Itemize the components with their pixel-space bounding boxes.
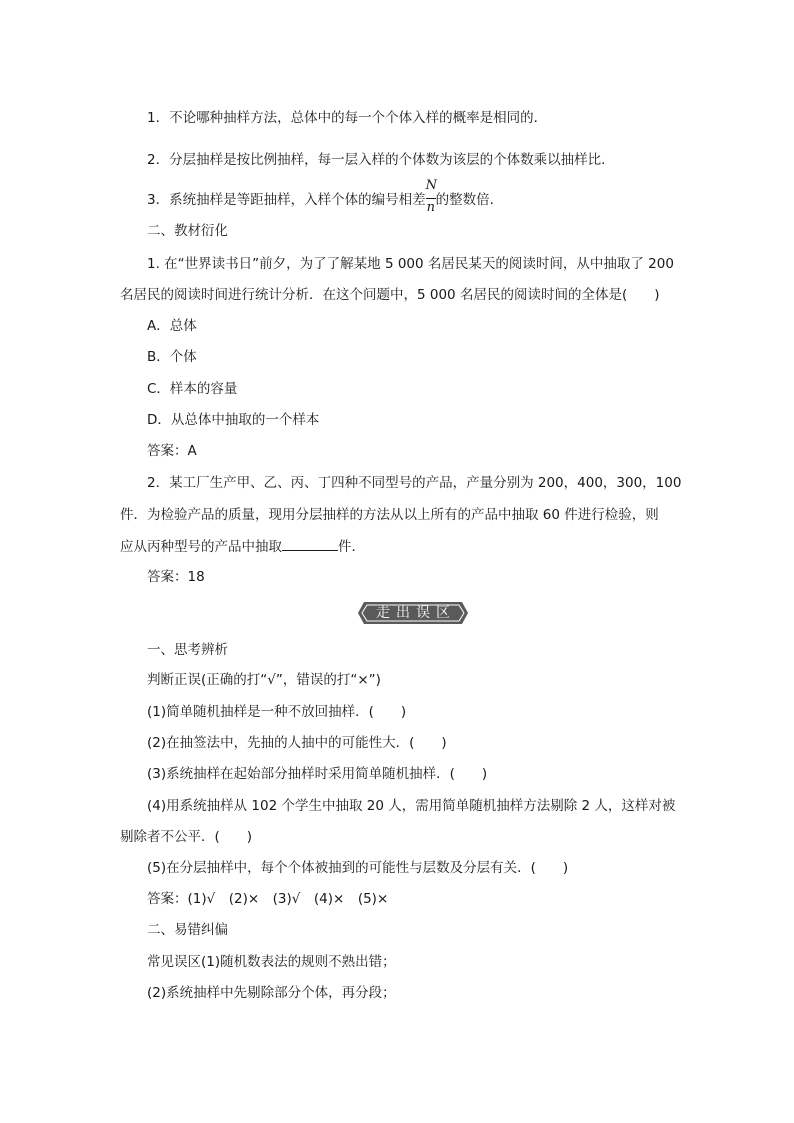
question-2-line-3-text: 应从丙种型号的产品中抽取 — [120, 539, 282, 555]
key-point-1: 1．不论哪种抽样方法，总体中的每一个个体入样的概率是相同的． — [147, 110, 548, 126]
common-mistake-2: (2)系统抽样中先剔除部分个体，再分段； — [147, 985, 396, 1001]
key-point-3-text: 3．系统抽样是等距抽样，入样个体的编号相差 — [147, 192, 426, 208]
instruction-text: 判断正误(正确的打“√”，错误的打“×”) — [147, 672, 381, 688]
fraction-numerator: N — [425, 178, 437, 193]
section-heading-errors: 二、易错纠偏 — [147, 922, 228, 938]
question-2-line-3-tail: 件． — [338, 539, 365, 555]
question-2-line-1: 2．某工厂生产甲、乙、丙、丁四种不同型号的产品，产量分别为 200，400，300，100 — [147, 475, 682, 491]
question-1-line-2: 名居民的阅读时间进行统计分析．在这个问题中，5 000 名居民的阅读时间的全体是( ) — [120, 287, 660, 303]
question-1-option-b: B．个体 — [147, 349, 197, 365]
key-point-3-tail: 的整数倍． — [435, 192, 504, 208]
section-heading-textbook: 二、教材衍化 — [147, 223, 228, 239]
key-point-3 — [147, 178, 504, 215]
question-2-line-3 — [120, 536, 365, 557]
fraction-denominator: n — [426, 200, 435, 215]
judgment-answer: 答案：(1)√ (2)× (3)√ (4)× (5)× — [147, 891, 389, 907]
judgment-item-4-cont: 剔除者不公平．( ) — [120, 829, 253, 845]
section-banner — [358, 602, 468, 624]
judgment-item-3: (3)系统抽样在起始部分抽样时采用简单随机抽样．( ) — [147, 766, 488, 782]
question-1-line-1: 1. 在“世界读书日”前夕，为了了解某地 5 000 名居民某天的阅读时间，从中抽取了 200 — [147, 256, 674, 272]
common-mistake-1: 常见误区(1)随机数表法的规则不熟出错； — [147, 954, 396, 970]
question-2-line-2: 件．为检验产品的质量，现用分层抽样的方法从以上所有的产品中抽取 60 件进行检验，则 — [120, 507, 659, 523]
judgment-item-2: (2)在抽签法中，先抽的人抽中的可能性大．( ) — [147, 735, 447, 751]
judgment-item-1: (1)简单随机抽样是一种不放回抽样．( ) — [147, 704, 407, 720]
judgment-item-5: (5)在分层抽样中，每个个体被抽到的可能性与层数及分层有关．( ) — [147, 860, 569, 876]
question-1-option-a: A．总体 — [147, 318, 197, 334]
key-point-2: 2．分层抽样是按比例抽样，每一层入样的个体数为该层的个体数乘以抽样比． — [147, 152, 615, 168]
question-1-option-d: D．从总体中抽取的一个样本 — [147, 412, 320, 428]
answer-blank — [282, 536, 338, 551]
fraction-n-over-n — [425, 178, 437, 215]
banner-title: 走出误区 — [376, 605, 456, 621]
section-heading-thinking: 一、思考辨析 — [147, 642, 228, 658]
question-2-answer: 答案：18 — [147, 569, 205, 585]
question-1-answer: 答案：A — [147, 443, 197, 459]
judgment-item-4: (4)用系统抽样从 102 个学生中抽取 20 人，需用简单随机抽样方法剔除 2 人，这样对被 — [147, 798, 676, 814]
question-1-option-c: C．样本的容量 — [147, 381, 238, 397]
